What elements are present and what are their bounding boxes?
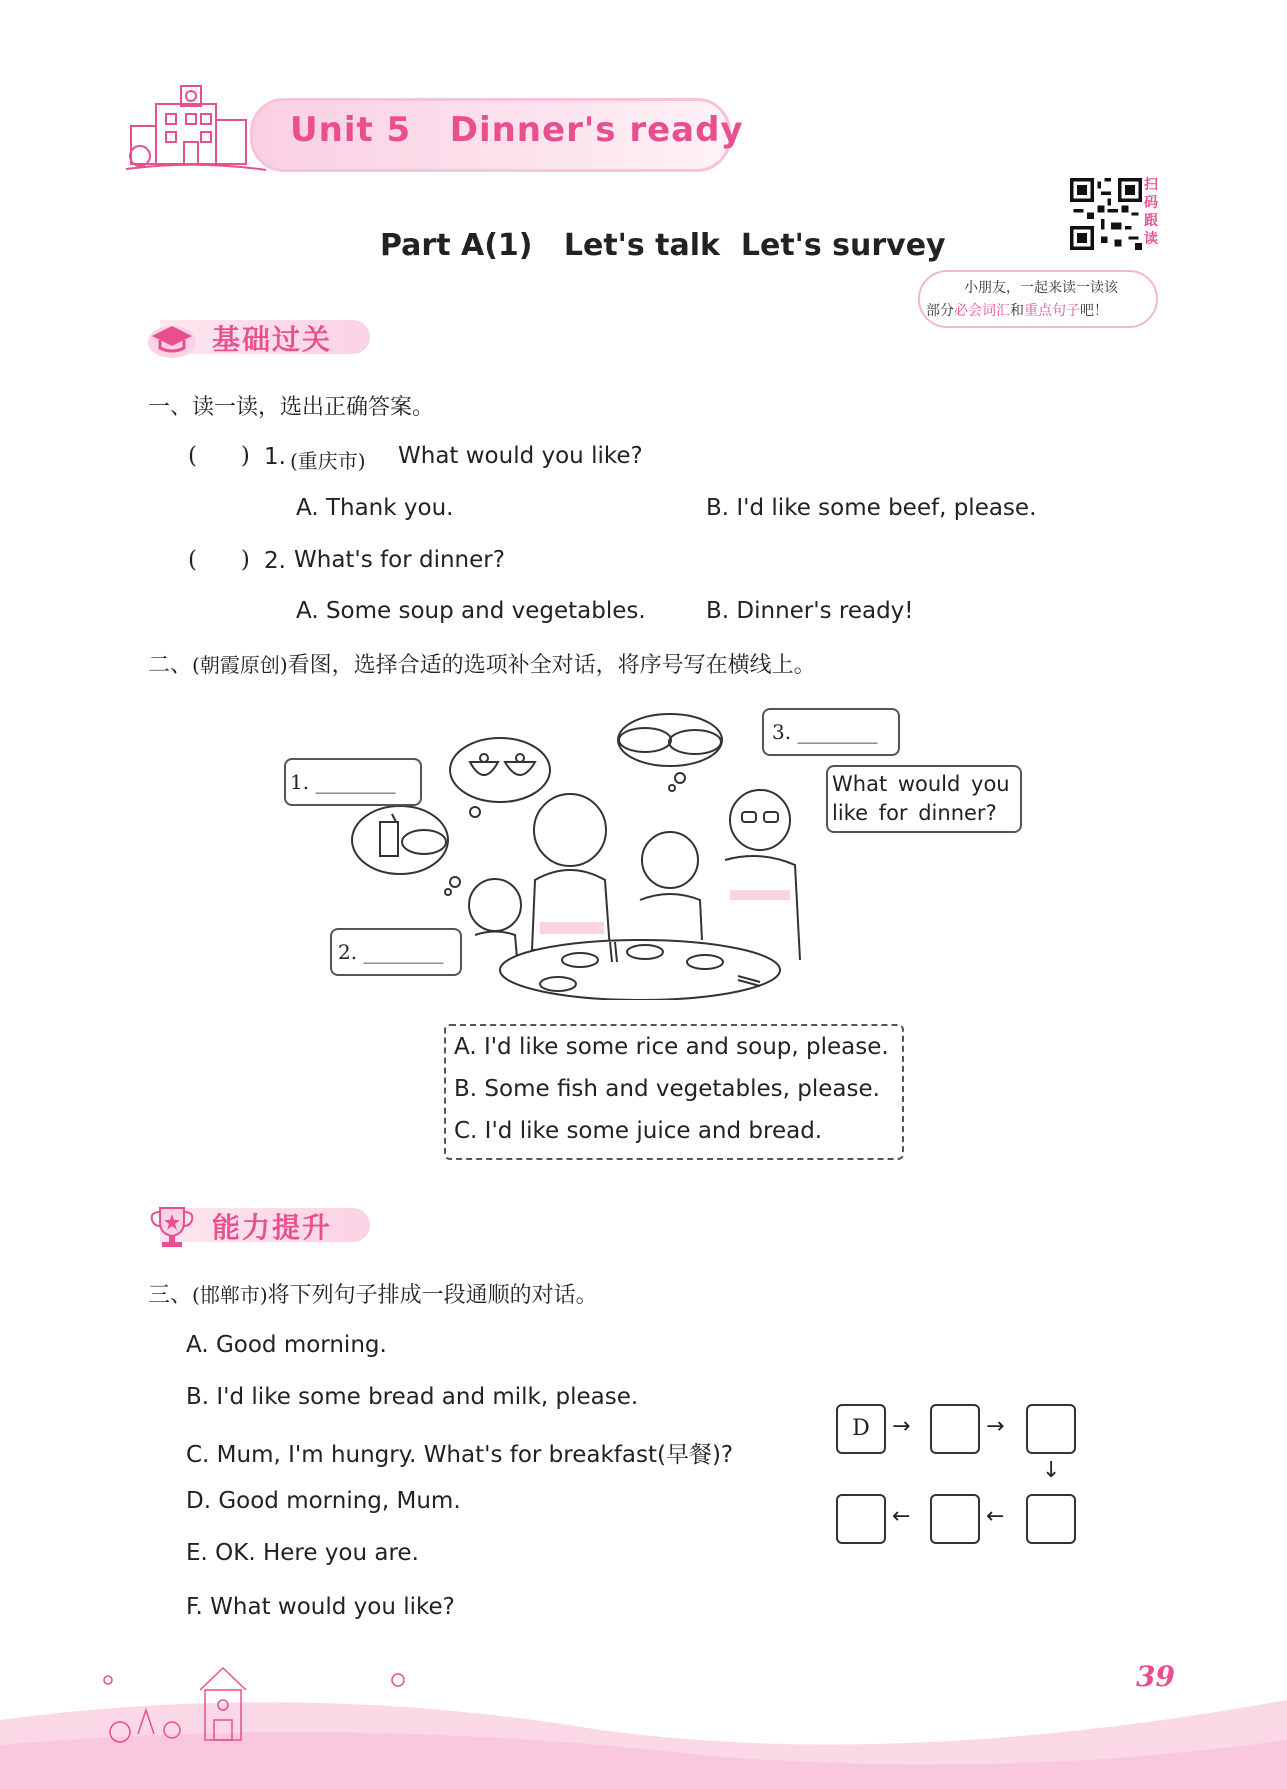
q2-heading: 二、(朝霞原创)看图，选择合适的选项补全对话，将序号写在横线上。 — [148, 653, 816, 678]
q2-option-a[interactable]: A. I'd like some rice and soup, please. — [454, 1034, 889, 1060]
footer-wave-decoration — [0, 1660, 1287, 1789]
order-box-5[interactable] — [930, 1494, 980, 1544]
q3-sentence-a: A. Good morning. — [186, 1332, 387, 1358]
read-tip-line1: 小朋友，一起来读一读该 — [964, 280, 1118, 296]
q1-1-number: 1. — [264, 444, 286, 470]
order-box-4[interactable] — [1026, 1494, 1076, 1544]
dialog-blank-2[interactable]: 2. ________ — [338, 940, 444, 964]
order-arrow-1: → — [892, 1414, 911, 1439]
trophy-icon — [148, 1204, 196, 1250]
q1-2-option-b[interactable]: B. Dinner's ready! — [706, 598, 914, 624]
q3-sentence-b: B. I'd like some bread and milk, please. — [186, 1384, 639, 1410]
q2-option-b[interactable]: B. Some fish and vegetables, please. — [454, 1076, 880, 1102]
school-building-illustration — [126, 74, 266, 178]
order-arrow-4: ← — [892, 1504, 911, 1529]
qr-scan-label: 扫码跟读 — [1144, 177, 1158, 247]
q1-1-source: (重庆市) — [290, 449, 366, 473]
section-title-basic: 基础过关 — [212, 323, 333, 356]
q3-heading: 三、(邯郸市)将下列句子排成一段通顺的对话。 — [148, 1283, 598, 1308]
q3-sentence-e: E. OK. Here you are. — [186, 1540, 419, 1566]
section-title-advanced: 能力提升 — [212, 1211, 333, 1244]
page-number: 39 — [1136, 1660, 1175, 1693]
q3-sentence-f: F. What would you like? — [186, 1594, 455, 1620]
order-box-1: D — [836, 1404, 886, 1454]
order-box-3[interactable] — [1026, 1404, 1076, 1454]
q3-sentence-c: C. Mum, I'm hungry. What's for breakfast(早餐)? — [186, 1442, 734, 1468]
dialog-blank-3[interactable]: 3. ________ — [772, 720, 878, 744]
q1-2-question: What's for dinner? — [294, 547, 505, 573]
dialog-blank-1[interactable]: 1. ________ — [290, 770, 396, 794]
graduation-cap-icon — [146, 318, 198, 360]
read-tip-line2: 部分必会词汇和重点句子吧！ — [926, 303, 1108, 319]
part-title: Part A(1) Let's talk Let's survey — [380, 228, 946, 263]
order-arrow-3: ← — [986, 1504, 1005, 1529]
q1-1-paren[interactable]: ( ) — [188, 443, 250, 469]
unit-title: Unit 5 Dinner's ready — [290, 110, 744, 150]
q1-2-paren[interactable]: ( ) — [188, 547, 250, 573]
q1-heading: 一、读一读，选出正确答案。 — [148, 395, 435, 420]
q1-1-option-b[interactable]: B. I'd like some beef, please. — [706, 495, 1037, 521]
order-arrow-down: ↓ — [1042, 1458, 1061, 1483]
qr-code-icon[interactable] — [1070, 178, 1142, 250]
q1-1-question: What would you like? — [398, 443, 643, 469]
q1-1-option-a[interactable]: A. Thank you. — [296, 495, 454, 521]
order-box-2[interactable] — [930, 1404, 980, 1454]
q2-option-c[interactable]: C. I'd like some juice and bread. — [454, 1118, 823, 1144]
order-arrow-2: → — [986, 1414, 1005, 1439]
q3-sentence-d: D. Good morning, Mum. — [186, 1488, 461, 1514]
dialog-speech-text: What would you like for dinner? — [832, 772, 1010, 825]
q1-2-number: 2. — [264, 548, 286, 574]
order-box-6[interactable] — [836, 1494, 886, 1544]
q1-2-option-a[interactable]: A. Some soup and vegetables. — [296, 598, 646, 624]
